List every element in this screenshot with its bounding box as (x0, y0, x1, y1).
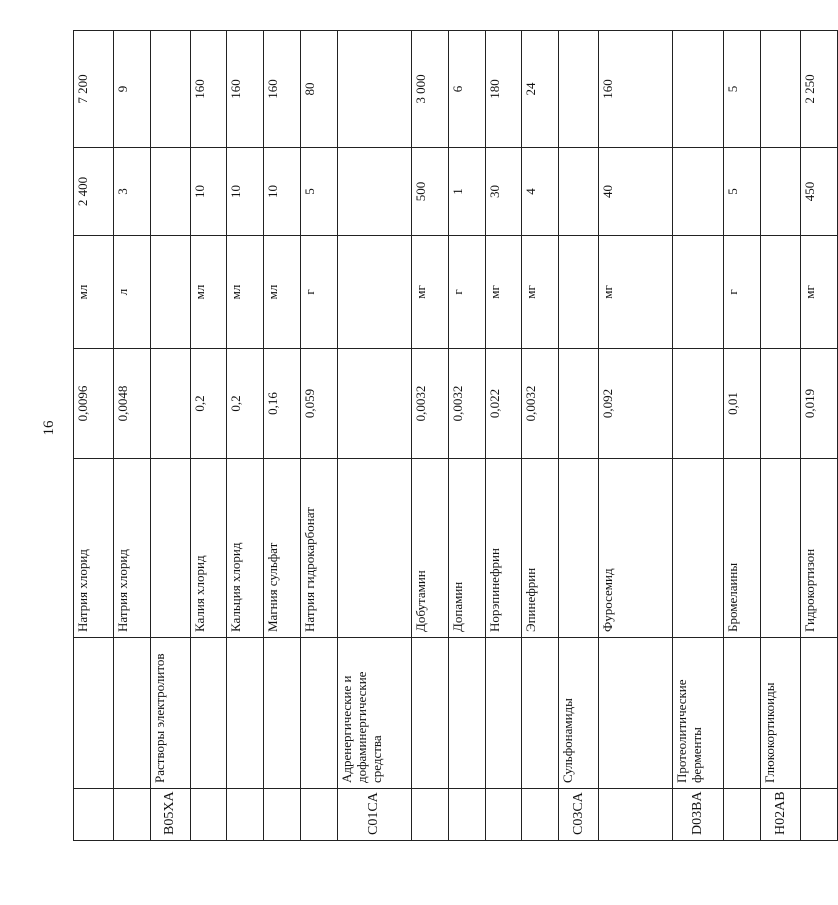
drug-cell: Фуросемид (599, 459, 673, 638)
table-row (113, 31, 150, 841)
group-cell (411, 638, 448, 789)
dose-cell: 1 (448, 148, 485, 236)
code-cell (801, 789, 838, 841)
group-cell (264, 638, 301, 789)
code-cell (190, 789, 227, 841)
unit-cell (761, 236, 801, 349)
unit-cell (150, 236, 190, 349)
group-cell: Сульфонамиды (559, 638, 599, 789)
group-cell: Протеолитические ферменты (672, 638, 723, 789)
drug-cell (338, 459, 412, 638)
drug-cell: Добутамин (411, 459, 448, 638)
group-cell (190, 638, 227, 789)
group-cell (599, 638, 673, 789)
total-cell: 3 000 (411, 31, 448, 148)
drug-cell: Кальция хлорид (227, 459, 264, 638)
unit-cell: г (301, 236, 338, 349)
drug-cell: Натрия гидрокарбонат (301, 459, 338, 638)
dose-cell: 5 (724, 148, 761, 236)
code-cell: D03BA (672, 789, 723, 841)
coefficient-cell (672, 349, 723, 459)
table-row (448, 31, 485, 841)
drug-cell (672, 459, 723, 638)
unit-cell: мг (411, 236, 448, 349)
group-cell (113, 638, 150, 789)
unit-cell: мг (522, 236, 559, 349)
coefficient-cell: 0,019 (801, 349, 838, 459)
coefficient-cell: 0,059 (301, 349, 338, 459)
code-cell (599, 789, 673, 841)
dose-cell (559, 148, 599, 236)
dose-cell: 500 (411, 148, 448, 236)
dose-cell (150, 148, 190, 236)
drug-cell: Гидрокортизон (801, 459, 838, 638)
coefficient-cell: 0,0096 (74, 349, 114, 459)
coefficient-cell (559, 349, 599, 459)
drug-cell: Допамин (448, 459, 485, 638)
table-row (227, 31, 264, 841)
code-cell (301, 789, 338, 841)
total-cell (672, 31, 723, 148)
table-row (724, 31, 761, 841)
coefficient-cell (150, 349, 190, 459)
table-row (150, 31, 190, 841)
drug-cell: Бромелаины (724, 459, 761, 638)
drug-cell: Натрия хлорид (113, 459, 150, 638)
total-cell (559, 31, 599, 148)
table-row (411, 31, 448, 841)
group-cell: Глюкокортикоиды (761, 638, 801, 789)
group-cell (448, 638, 485, 789)
total-cell: 6 (448, 31, 485, 148)
code-cell (522, 789, 559, 841)
table-body (74, 31, 838, 841)
drug-cell: Норэпинефрин (485, 459, 522, 638)
coefficient-cell: 0,2 (227, 349, 264, 459)
total-cell: 5 (724, 31, 761, 148)
code-cell (724, 789, 761, 841)
total-cell (761, 31, 801, 148)
unit-cell: г (448, 236, 485, 349)
code-cell (411, 789, 448, 841)
dose-cell: 5 (301, 148, 338, 236)
coefficient-cell (761, 349, 801, 459)
table-row (522, 31, 559, 841)
dose-cell (761, 148, 801, 236)
group-cell: Адренергические и дофаминергические средства (338, 638, 412, 789)
drug-cell: Магния сульфат (264, 459, 301, 638)
unit-cell (672, 236, 723, 349)
code-cell (227, 789, 264, 841)
group-cell (227, 638, 264, 789)
coefficient-cell (338, 349, 412, 459)
total-cell: 160 (599, 31, 673, 148)
code-cell (113, 789, 150, 841)
dose-cell: 10 (190, 148, 227, 236)
table-row (559, 31, 599, 841)
unit-cell: г (724, 236, 761, 349)
total-cell: 24 (522, 31, 559, 148)
coefficient-cell: 0,2 (190, 349, 227, 459)
total-cell: 2 250 (801, 31, 838, 148)
table-row (485, 31, 522, 841)
unit-cell (338, 236, 412, 349)
unit-cell: мг (485, 236, 522, 349)
table-row (264, 31, 301, 841)
table-row (801, 31, 838, 841)
table-row (338, 31, 412, 841)
dose-cell: 40 (599, 148, 673, 236)
coefficient-cell: 0,0032 (411, 349, 448, 459)
table-row (74, 31, 114, 841)
unit-cell: мл (74, 236, 114, 349)
drug-table (73, 30, 838, 841)
code-cell (448, 789, 485, 841)
coefficient-cell: 0,0032 (448, 349, 485, 459)
total-cell: 80 (301, 31, 338, 148)
table-row (301, 31, 338, 841)
dose-cell: 3 (113, 148, 150, 236)
unit-cell: мл (264, 236, 301, 349)
coefficient-cell: 0,0048 (113, 349, 150, 459)
total-cell: 160 (227, 31, 264, 148)
page-number: 16 (41, 420, 57, 436)
total-cell: 180 (485, 31, 522, 148)
group-cell (522, 638, 559, 789)
coefficient-cell: 0,092 (599, 349, 673, 459)
unit-cell (559, 236, 599, 349)
unit-cell: мг (599, 236, 673, 349)
table-row (599, 31, 673, 841)
drug-cell: Эпинефрин (522, 459, 559, 638)
dose-cell: 10 (227, 148, 264, 236)
dose-cell: 2 400 (74, 148, 114, 236)
table-row (761, 31, 801, 841)
total-cell (150, 31, 190, 148)
group-cell (74, 638, 114, 789)
drug-cell (559, 459, 599, 638)
group-cell (301, 638, 338, 789)
dose-cell: 4 (522, 148, 559, 236)
table-row (190, 31, 227, 841)
dose-cell: 30 (485, 148, 522, 236)
code-cell: C03CA (559, 789, 599, 841)
coefficient-cell: 0,022 (485, 349, 522, 459)
total-cell: 7 200 (74, 31, 114, 148)
unit-cell: мл (227, 236, 264, 349)
group-cell (724, 638, 761, 789)
total-cell (338, 31, 412, 148)
group-cell (485, 638, 522, 789)
rotated-table-wrapper (73, 31, 838, 841)
coefficient-cell: 0,0032 (522, 349, 559, 459)
unit-cell: мл (190, 236, 227, 349)
dose-cell (672, 148, 723, 236)
code-cell (485, 789, 522, 841)
dose-cell (338, 148, 412, 236)
code-cell: B05XA (150, 789, 190, 841)
group-cell: Растворы электролитов (150, 638, 190, 789)
code-cell: H02AB (761, 789, 801, 841)
code-cell (264, 789, 301, 841)
total-cell: 160 (190, 31, 227, 148)
code-cell: C01CA (338, 789, 412, 841)
unit-cell: мг (801, 236, 838, 349)
drug-cell: Натрия хлорид (74, 459, 114, 638)
coefficient-cell: 0,16 (264, 349, 301, 459)
dose-cell: 10 (264, 148, 301, 236)
unit-cell: л (113, 236, 150, 349)
dose-cell: 450 (801, 148, 838, 236)
group-cell (801, 638, 838, 789)
drug-cell (761, 459, 801, 638)
total-cell: 9 (113, 31, 150, 148)
drug-cell (150, 459, 190, 638)
drug-cell: Калия хлорид (190, 459, 227, 638)
code-cell (74, 789, 114, 841)
table-row (672, 31, 723, 841)
total-cell: 160 (264, 31, 301, 148)
coefficient-cell: 0,01 (724, 349, 761, 459)
